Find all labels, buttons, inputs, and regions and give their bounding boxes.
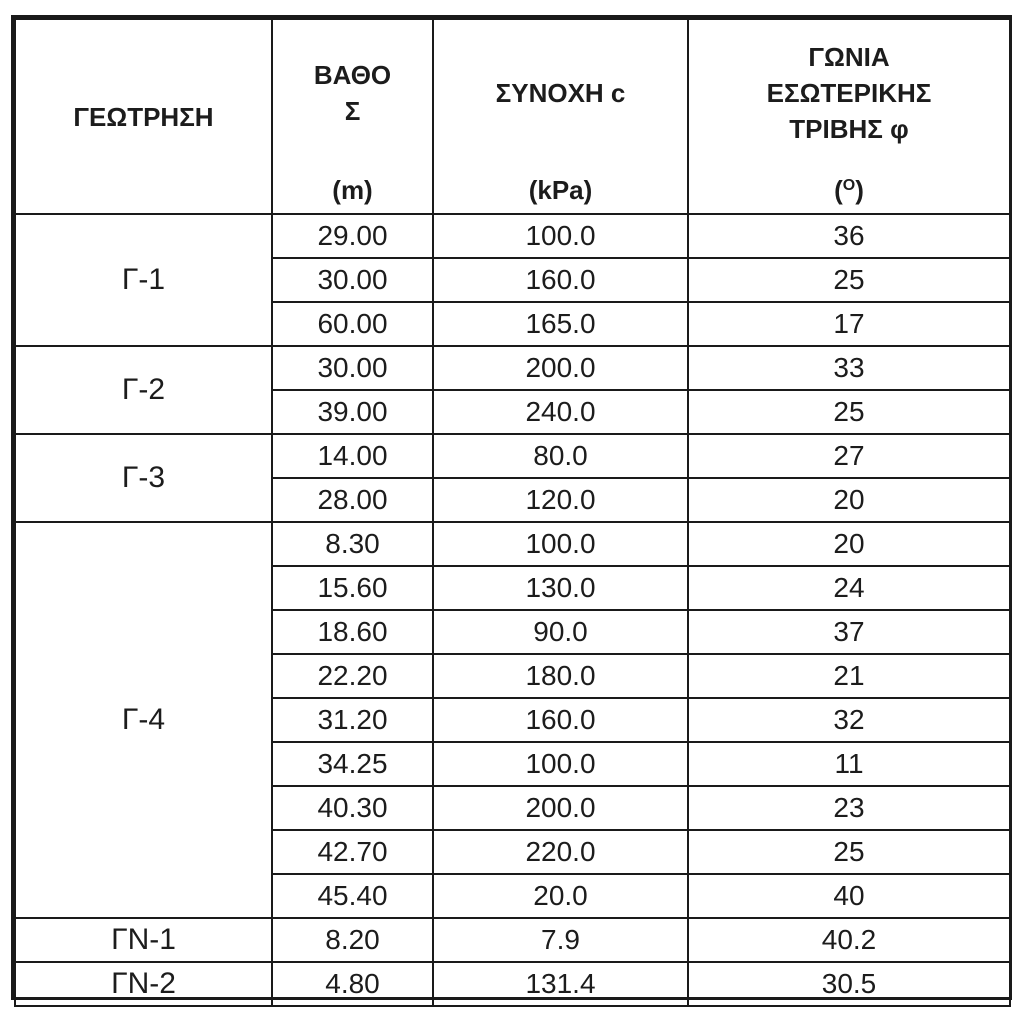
friction-angle-cell: 21 — [688, 654, 1010, 698]
cohesion-cell: 100.0 — [433, 522, 688, 566]
table-row — [15, 962, 1010, 1006]
header-borehole-label: ΓΕΩΤΡΗΣΗ — [73, 101, 214, 132]
cohesion-cell: 200.0 — [433, 346, 688, 390]
table-row — [15, 522, 1010, 566]
depth-cell: 39.00 — [272, 390, 433, 434]
depth-cell: 34.25 — [272, 742, 433, 786]
borehole-cell: ΓΝ-2 — [15, 962, 272, 1006]
friction-angle-cell: 40 — [688, 874, 1010, 918]
borehole-cell: Γ-4 — [15, 522, 272, 918]
soil-parameters-table-frame — [11, 15, 1012, 1000]
depth-cell: 14.00 — [272, 434, 433, 478]
unit-friction-angle: ($^O$) — [688, 166, 1010, 214]
header-depth-label: ΒΑΘΟ Σ — [313, 60, 392, 126]
friction-angle-cell: 32 — [688, 698, 1010, 742]
depth-cell: 29.00 — [272, 214, 433, 258]
cohesion-cell: 120.0 — [433, 478, 688, 522]
depth-cell: 45.40 — [272, 874, 433, 918]
cohesion-cell: 220.0 — [433, 830, 688, 874]
depth-cell: 60.00 — [272, 302, 433, 346]
cohesion-cell: 100.0 — [433, 742, 688, 786]
friction-angle-cell: 36 — [688, 214, 1010, 258]
cohesion-cell: 160.0 — [433, 698, 688, 742]
cohesion-cell: 240.0 — [433, 390, 688, 434]
depth-cell: 4.80 — [272, 962, 433, 1006]
header-friction-label: ΓΩΝΙΑ ΕΣΩΤΕΡΙΚΗΣ ΤΡΙΒΗΣ φ — [766, 42, 932, 144]
friction-angle-cell: 17 — [688, 302, 1010, 346]
cohesion-cell: 200.0 — [433, 786, 688, 830]
table-body — [15, 214, 1010, 1006]
depth-cell: 8.30 — [272, 522, 433, 566]
unit-depth: (m) — [272, 166, 433, 214]
friction-angle-cell: 25 — [688, 390, 1010, 434]
friction-angle-cell: 24 — [688, 566, 1010, 610]
borehole-cell: Γ-1 — [15, 214, 272, 346]
depth-cell: 15.60 — [272, 566, 433, 610]
depth-cell: 22.20 — [272, 654, 433, 698]
depth-cell: 18.60 — [272, 610, 433, 654]
depth-cell: 31.20 — [272, 698, 433, 742]
cohesion-cell: 180.0 — [433, 654, 688, 698]
friction-angle-cell: 33 — [688, 346, 1010, 390]
cohesion-cell: 165.0 — [433, 302, 688, 346]
cohesion-cell: 90.0 — [433, 610, 688, 654]
friction-angle-cell: 37 — [688, 610, 1010, 654]
table-row — [15, 214, 1010, 258]
header-cohesion-label: ΣΥΝΟΧΗ c — [495, 78, 626, 108]
table-row — [15, 918, 1010, 962]
cohesion-cell: 80.0 — [433, 434, 688, 478]
depth-cell: 42.70 — [272, 830, 433, 874]
cohesion-cell: 100.0 — [433, 214, 688, 258]
friction-angle-cell: 20 — [688, 522, 1010, 566]
cohesion-cell: 7.9 — [433, 918, 688, 962]
borehole-cell: Γ-3 — [15, 434, 272, 522]
friction-angle-cell: 27 — [688, 434, 1010, 478]
cohesion-cell: 20.0 — [433, 874, 688, 918]
depth-cell: 30.00 — [272, 258, 433, 302]
table-row — [15, 434, 1010, 478]
header-cohesion — [433, 19, 688, 166]
borehole-cell: Γ-2 — [15, 346, 272, 434]
friction-angle-cell: 11 — [688, 742, 1010, 786]
header-row — [15, 19, 1010, 166]
header-depth — [272, 19, 433, 166]
borehole-cell: ΓΝ-1 — [15, 918, 272, 962]
friction-angle-cell: 25 — [688, 258, 1010, 302]
friction-angle-cell: 25 — [688, 830, 1010, 874]
degree-symbol: O — [842, 176, 856, 194]
friction-angle-cell: 23 — [688, 786, 1010, 830]
depth-cell: 8.20 — [272, 918, 433, 962]
soil-parameters-table — [14, 18, 1011, 1007]
header-friction-angle — [688, 19, 1010, 166]
depth-cell: 30.00 — [272, 346, 433, 390]
header-borehole — [15, 19, 272, 214]
table-row — [15, 346, 1010, 390]
cohesion-cell: 130.0 — [433, 566, 688, 610]
cohesion-cell: 131.4 — [433, 962, 688, 1006]
friction-angle-cell: 30.5 — [688, 962, 1010, 1006]
depth-cell: 28.00 — [272, 478, 433, 522]
cohesion-cell: 160.0 — [433, 258, 688, 302]
friction-angle-cell: 20 — [688, 478, 1010, 522]
depth-cell: 40.30 — [272, 786, 433, 830]
friction-angle-cell: 40.2 — [688, 918, 1010, 962]
unit-cohesion: (kPa) — [433, 166, 688, 214]
